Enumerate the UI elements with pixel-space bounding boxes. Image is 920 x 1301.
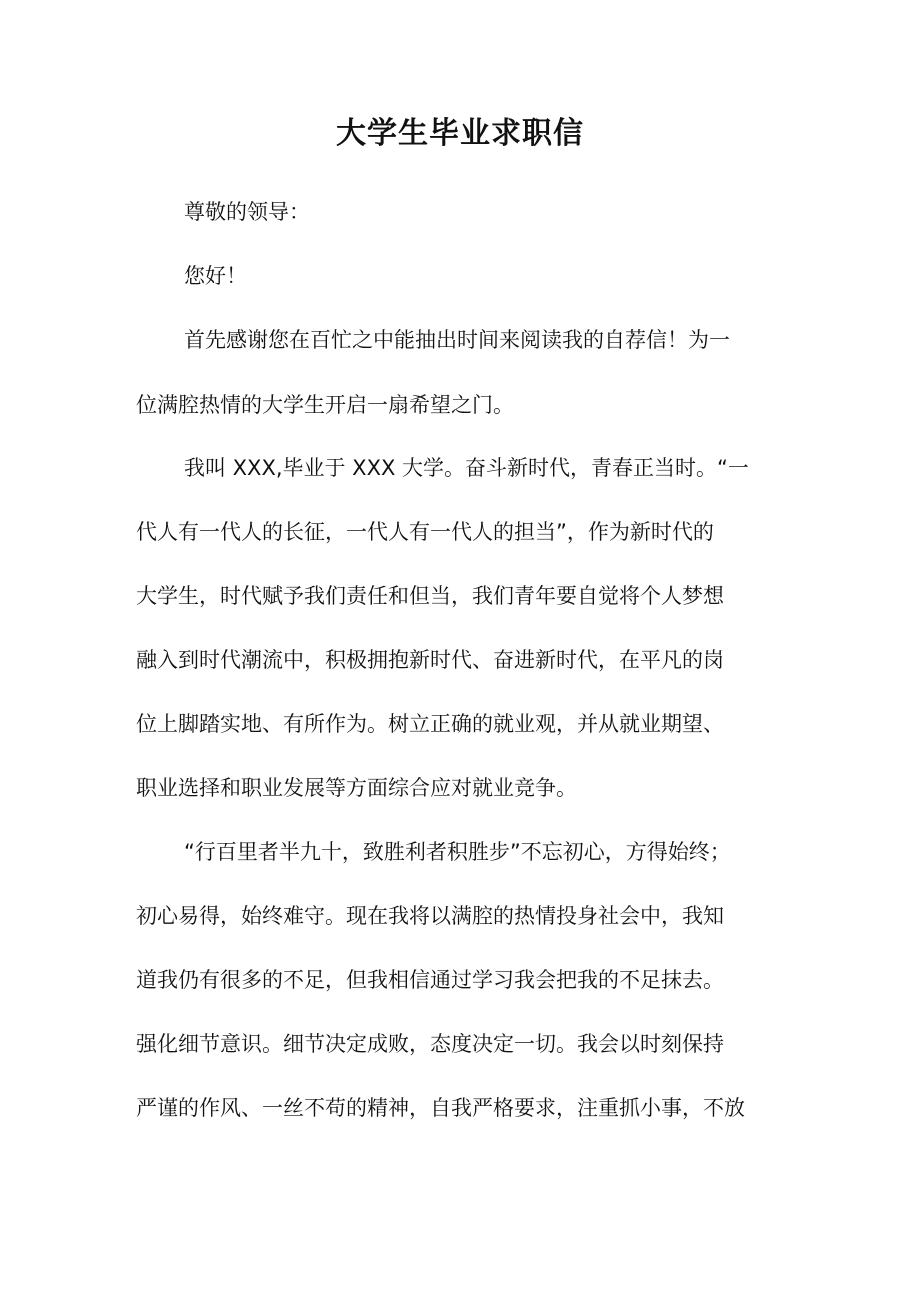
salutation: 尊敬的领导： <box>184 200 310 224</box>
document-title: 大学生毕业求职信 <box>336 116 584 151</box>
paragraph-line: 大学生，时代赋予我们责任和但当，我们青年要自觉将个人梦想 <box>136 584 724 608</box>
paragraph-line: 融入到时代潮流中，积极拥抱新时代、奋进新时代，在平凡的岗 <box>136 648 724 672</box>
paragraph-line: 强化细节意识。细节决定成败，态度决定一切。我会以时刻保持 <box>136 1032 724 1056</box>
greeting: 您好！ <box>184 264 247 288</box>
paragraph-line: 位满腔热情的大学生开启一扇希望之门。 <box>136 393 514 417</box>
paragraph-line: 职业选择和职业发展等方面综合应对就业竞争。 <box>136 776 577 800</box>
paragraph-line: 道我仍有很多的不足，但我相信通过学习我会把我的不足抹去。 <box>136 968 724 992</box>
paragraph-line: 严谨的作风、一丝不苟的精神，自我严格要求，注重抓小事，不放 <box>136 1096 745 1120</box>
paragraph-line: 代人有一代人的长征，一代人有一代人的担当”，作为新时代的 <box>136 520 714 544</box>
paragraph-line: “行百里者半九十，致胜利者积胜步”不忘初心，方得始终； <box>184 840 731 864</box>
paragraph-line: 我叫 XXX,毕业于 XXX 大学。奋斗新时代，青春正当时。“一 <box>184 456 749 480</box>
paragraph-line: 首先感谢您在百忙之中能抽出时间来阅读我的自荐信！为一 <box>184 328 730 352</box>
paragraph-line: 位上脚踏实地、有所作为。树立正确的就业观，并从就业期望、 <box>136 712 724 736</box>
paragraph-line: 初心易得，始终难守。现在我将以满腔的热情投身社会中，我知 <box>136 904 724 928</box>
